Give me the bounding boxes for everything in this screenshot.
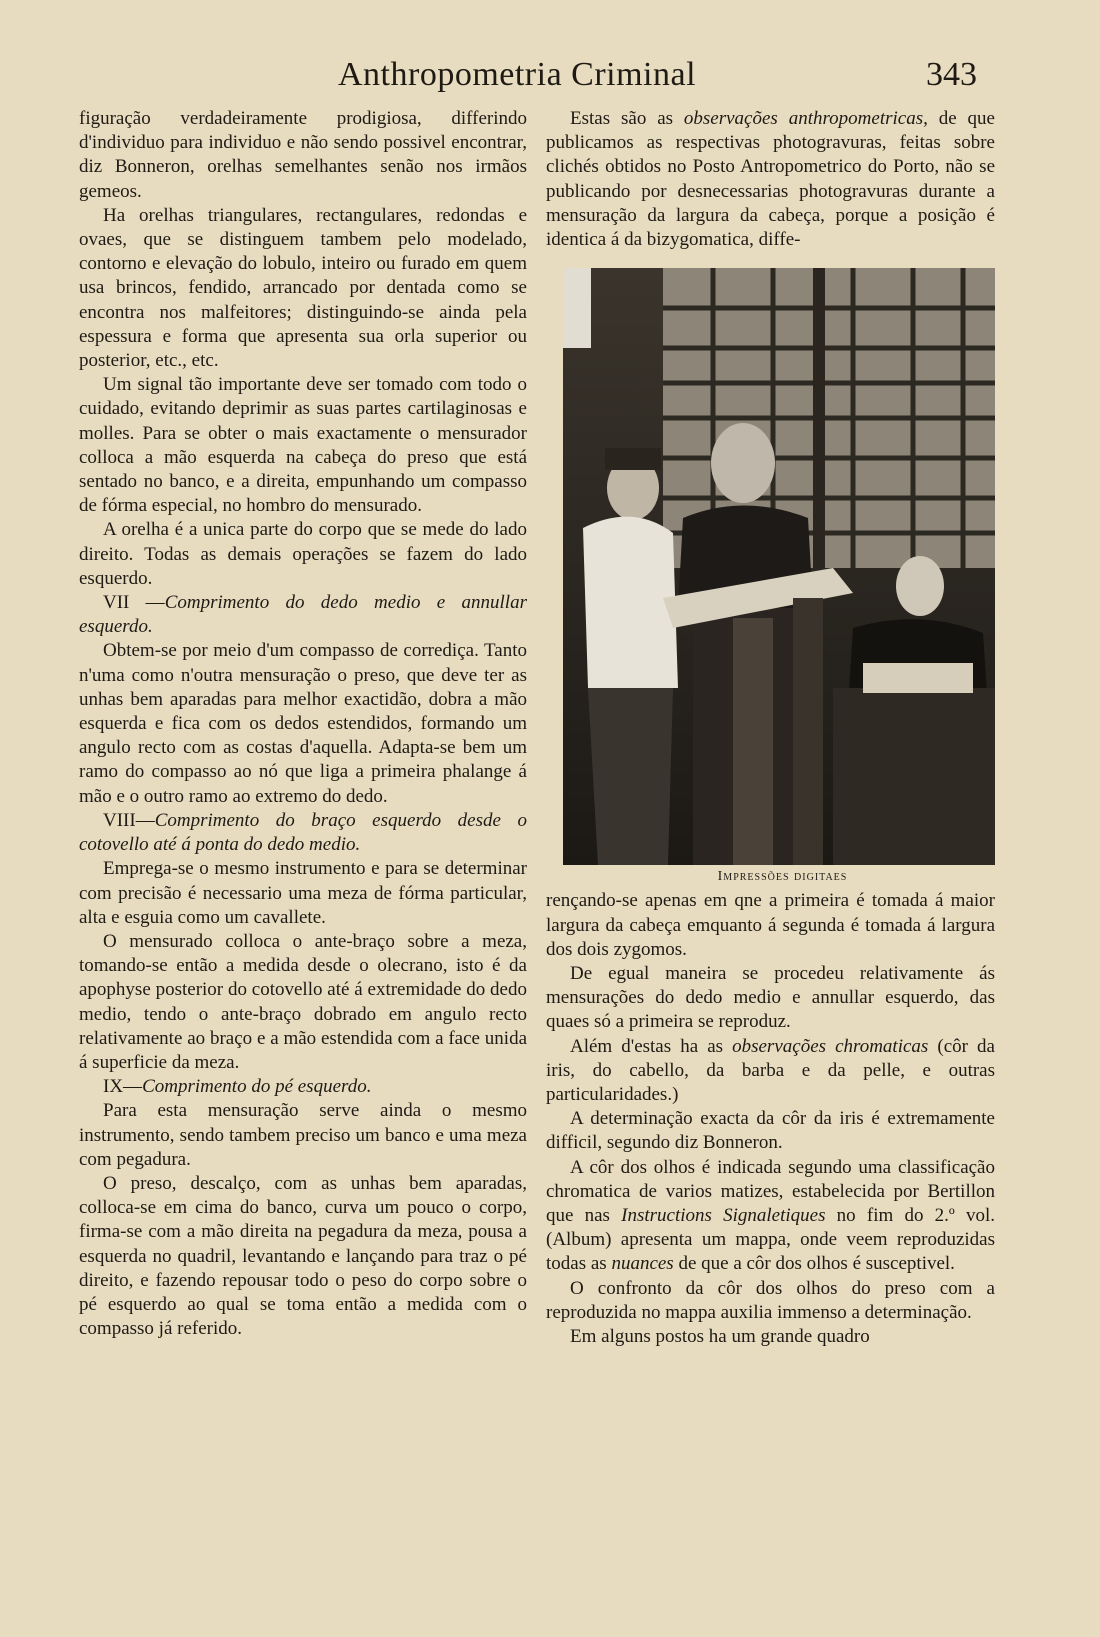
- photograph-fingerprinting: [563, 268, 995, 865]
- paragraph: Para esta mensuração serve ainda o mesmo instrumento, sendo tambem preciso um banco e uma meza com pegadura.: [79, 1100, 527, 1170]
- paragraph: A determinação exacta da côr da iris é extremamente difficil, segundo diz Bonneron.: [546, 1108, 995, 1154]
- paragraph: O mensurado colloca o ante-braço sobre a meza, tomando-se então a medida desde o olecrano, isto é da apophyse posterior do cotovello até á extremidade do dedo medio, tendo o ante-braço dobrado em angulo recto relativamente ao braço e a mão estendida com a face unida á superficie da meza.: [79, 930, 527, 1073]
- italic-term: observações chromaticas: [732, 1035, 929, 1057]
- text-run: Estas são as: [570, 108, 684, 129]
- section-title: Comprimento do dedo medio e annullar esquerdo.: [79, 592, 527, 638]
- paragraph: Obtem-se por meio d'um compasso de corrediça. Tanto n'uma como n'outra mensuração o preso, que deve ter as unhas bem aparadas para melhor exactidão, dobra a mão esquerda e fica com os dedos estendidos, formando um angulo recto com as costas d'aquella. Adapta-se bem um ramo do compasso ao nó que liga a primeira phalange á mão e o outro ramo ao extremo do dedo.: [79, 640, 527, 807]
- section-title: Comprimento do braço esquerdo desde o cotovello até á ponta do dedo medio.: [79, 809, 527, 856]
- text-run: (côr da iris, do cabello, da barba e da pelle, e outras particularidades.): [546, 1035, 995, 1106]
- paragraph: [546, 1035, 995, 1108]
- section-heading-viii: [79, 809, 527, 857]
- running-title: Anthropometria Criminal: [338, 56, 697, 93]
- paragraph: figuração verdadeiramente prodigiosa, differindo d'individuo para individuo e não sendo possivel encontrar, diz Bonneron, orelhas semelhantes senão nos irmãos gemeos.: [79, 108, 527, 202]
- paragraph: O preso, descalço, com as unhas bem aparadas, colloca-se em cima do banco, curva um pouco o corpo, firma-se com a mão direita na pegadura da meza, pousa a esquerda no quadril, levantando e lançando para traz o pé direito, e fazendo repousar todo o peso do corpo sobre o pé esquerdo ao qual se toma então a medida com o compasso já referido.: [79, 1172, 527, 1340]
- section-number: IX—: [103, 1076, 143, 1098]
- photo-illustration: [563, 268, 995, 865]
- paragraph: [546, 1156, 995, 1277]
- text-run: Além d'estas ha as: [570, 1035, 733, 1057]
- paragraph: Um signal tão importante deve ser tomado com todo o cuidado, evitando deprimir as suas partes cartilaginosas e molles. Para se obter o mais exactamente o mensurador colloca a mão esquerda na cabeça do preso que está sentado no banco, e a direita, empunhando um compasso de fórma especial, no hombro do mensurado.: [79, 374, 527, 517]
- paragraph: A orelha é a unica parte do corpo que se mede do lado direito. Todas as demais operações se fazem do lado esquerdo.: [79, 519, 527, 589]
- section-title: Comprimento do pé esquerdo.: [142, 1076, 372, 1098]
- italic-term: nuances: [611, 1253, 674, 1275]
- paragraph: rençando-se apenas em qne a primeira é tomada á maior largura da cabeça emquanto á segunda é tomada á largura dos dois zygomos.: [546, 890, 995, 960]
- photo-caption: Impressões digitaes: [717, 869, 848, 885]
- paragraph: De egual maneira se procedeu relativamente ás mensurações do dedo medio e annullar esquerdo, das quaes só a primeira se reproduz.: [546, 963, 995, 1033]
- paragraph: Ha orelhas triangulares, rectangulares, redondas e ovaes, que se distinguem tambem pelo modelado, contorno e elevação do lobulo, inteiro ou furado em quem usa brincos, fendido, arrancado por dentada como se encontra nos malfeitores; distinguindo-se ainda pela espessura e forma que apresenta sua orla superior ou posterior, etc., etc.: [79, 204, 527, 372]
- section-heading-ix: [79, 1075, 527, 1099]
- paragraph: O confronto da côr dos olhos do preso com a reproduzida no mappa auxilia immenso a determinação.: [546, 1277, 995, 1323]
- section-number: VIII—: [103, 809, 155, 831]
- paragraph: [546, 107, 995, 252]
- text-run: de que publicamos as respectivas photogravuras, feitas sobre clichés obtidos no Posto Antropometrico do Porto, não se publicando por desnecessarias photogravuras durante a mensuração da largura da cabeça, porque a posição é identica á da bizygomatica, diffe-: [546, 108, 995, 251]
- text-run: de que a côr dos olhos é susceptivel.: [673, 1253, 955, 1275]
- right-column: [546, 107, 995, 1349]
- running-header: [80, 56, 985, 104]
- section-number: VII —: [103, 592, 165, 614]
- paragraph: Emprega-se o mesmo instrumento e para se determinar com precisão é necessario uma meza de fórma particular, alta e esguia como um cavallete.: [79, 858, 527, 928]
- text-run: no fim do 2.º vol. (Album) apresenta um mappa, onde veem reproduzidas todas as: [546, 1205, 995, 1275]
- section-heading-vii: [79, 591, 527, 639]
- paragraph: Em alguns postos ha um grande quadro: [570, 1326, 870, 1348]
- text-run: A côr dos olhos é indicada segundo uma classificação chromatica de varios matizes, estabelecida por Bertillon que nas: [546, 1156, 995, 1227]
- italic-term: observações anthropometricas,: [683, 108, 928, 129]
- left-column: [79, 107, 527, 1341]
- page-number: 343: [926, 56, 977, 93]
- italic-term: Instructions Signaletiques: [621, 1205, 826, 1227]
